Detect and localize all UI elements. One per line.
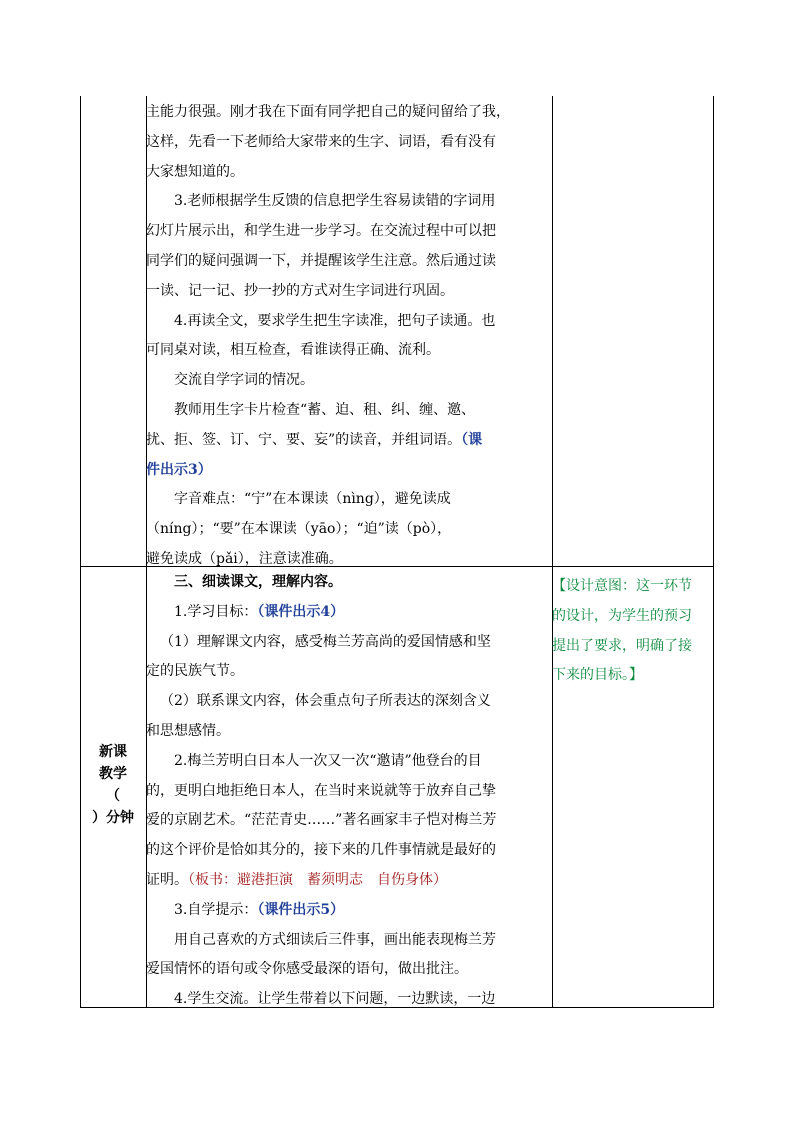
text-line: （2）联系课文内容，体会重点句子所表达的深刻含义 [160, 693, 491, 710]
note-line: 【设计意图：这一环节 [552, 578, 692, 594]
text-line: 的，更明白地拒绝日本人，在当时来说就等于放弃自己挚 [146, 782, 496, 799]
text-line: 一读、记一记、抄一抄的方式对生字词进行巩固。 [146, 282, 454, 299]
text-line: 定的民族气节。 [146, 663, 244, 680]
top-section [146, 98, 552, 575]
table-border-left [80, 96, 81, 1008]
text-line: 4.学生交流。让学生带着以下问题，一边默读，一边 [174, 991, 496, 1008]
text-line: 避免读成（pǎi），注意读准确。 [146, 550, 343, 567]
text-line: 字音难点：“宁”在本课读（nìng），避免读成 [174, 491, 451, 508]
label-line: ）分钟 [92, 810, 134, 826]
text-line-content: 1.学习目标： [174, 603, 258, 620]
text-line: 用自己喜欢的方式细读后三件事，画出能表现梅兰芳 [174, 931, 496, 948]
text-line: 可同桌对读，相互检查，看谁读得正确、流利。 [146, 342, 440, 359]
text-line: 和思想感情。 [146, 722, 230, 739]
note-line: 的设计，为学生的预习 [552, 607, 692, 624]
note-line: 提出了要求，明确了接 [552, 637, 692, 654]
text-line: 交流自学字词的情况。 [174, 372, 314, 389]
label-line: 教学 [99, 766, 127, 782]
text-line-content: 扰、拒、签、订、宁、要、妄”的读音，并组词语。 [146, 431, 462, 448]
text-line: 4.再读全文，要求学生把生字读准，把句子读通。也 [174, 312, 496, 329]
text-line: 这样，先看一下老师给大家带来的生字、词语，看有没有 [146, 133, 496, 150]
text-line [146, 426, 552, 456]
text-line: 爱国情怀的语句或令你感受最深的语句，做出批注。 [146, 961, 468, 978]
slide-reference: （课件出示5） [257, 901, 345, 918]
text-line: 同学们的疑问强调一下，并提醒该学生注意。然后通过读 [146, 252, 496, 269]
text-line: 2.梅兰芳明白日本人一次又一次“邀请”他登台的目 [174, 752, 482, 769]
slide-reference: （课 [461, 431, 483, 448]
text-line: 主能力很强。刚才我在下面有同学把自己的疑问留给了我， [146, 104, 510, 120]
label-line: 新课 [99, 744, 127, 760]
text-line: 3.老师根据学生反馈的信息把学生容易读错的字词用 [174, 193, 496, 210]
design-intent-note [552, 572, 714, 691]
text-line: 爱的京剧艺术。“茫茫青史……”著名画家丰子恺对梅兰芳 [146, 812, 497, 829]
column-divider-2 [552, 96, 553, 1008]
text-line [146, 896, 552, 926]
text-line: 教师用生字卡片检查“蓄、迫、租、纠、缠、邀、 [174, 401, 476, 418]
text-line: 大家想知道的。 [146, 163, 244, 180]
text-line [146, 866, 552, 896]
section-label [80, 741, 146, 829]
board-writing: （板书：避港拒演 蓄须明志 自伤身体） [188, 871, 447, 888]
text-line: （níng）；“要”在本课读（yāo）；“迫”读（pò）， [146, 521, 452, 538]
text-line-content: 证明。 [146, 871, 188, 888]
text-line [146, 598, 552, 628]
text-line: 的这个评价是恰如其分的，接下来的几件事情就是最好的 [146, 842, 496, 859]
lesson-plan-table [80, 96, 714, 1008]
slide-reference: 件出示3） [146, 461, 212, 478]
text-line: （1）理解课文内容，感受梅兰芳高尚的爱国情感和坚 [160, 633, 491, 650]
slide-reference: （课件出示4） [257, 603, 345, 620]
section-heading: 三、细读课文，理解内容。 [174, 574, 342, 590]
label-line: （ [106, 788, 120, 804]
text-line-content: 3.自学提示： [174, 901, 258, 918]
main-section [146, 568, 552, 1015]
text-line: 幻灯片展示出，和学生进一步学习。在交流过程中可以把 [146, 223, 496, 240]
note-line: 下来的目标。】 [552, 667, 643, 684]
table-border-right [713, 96, 714, 1008]
